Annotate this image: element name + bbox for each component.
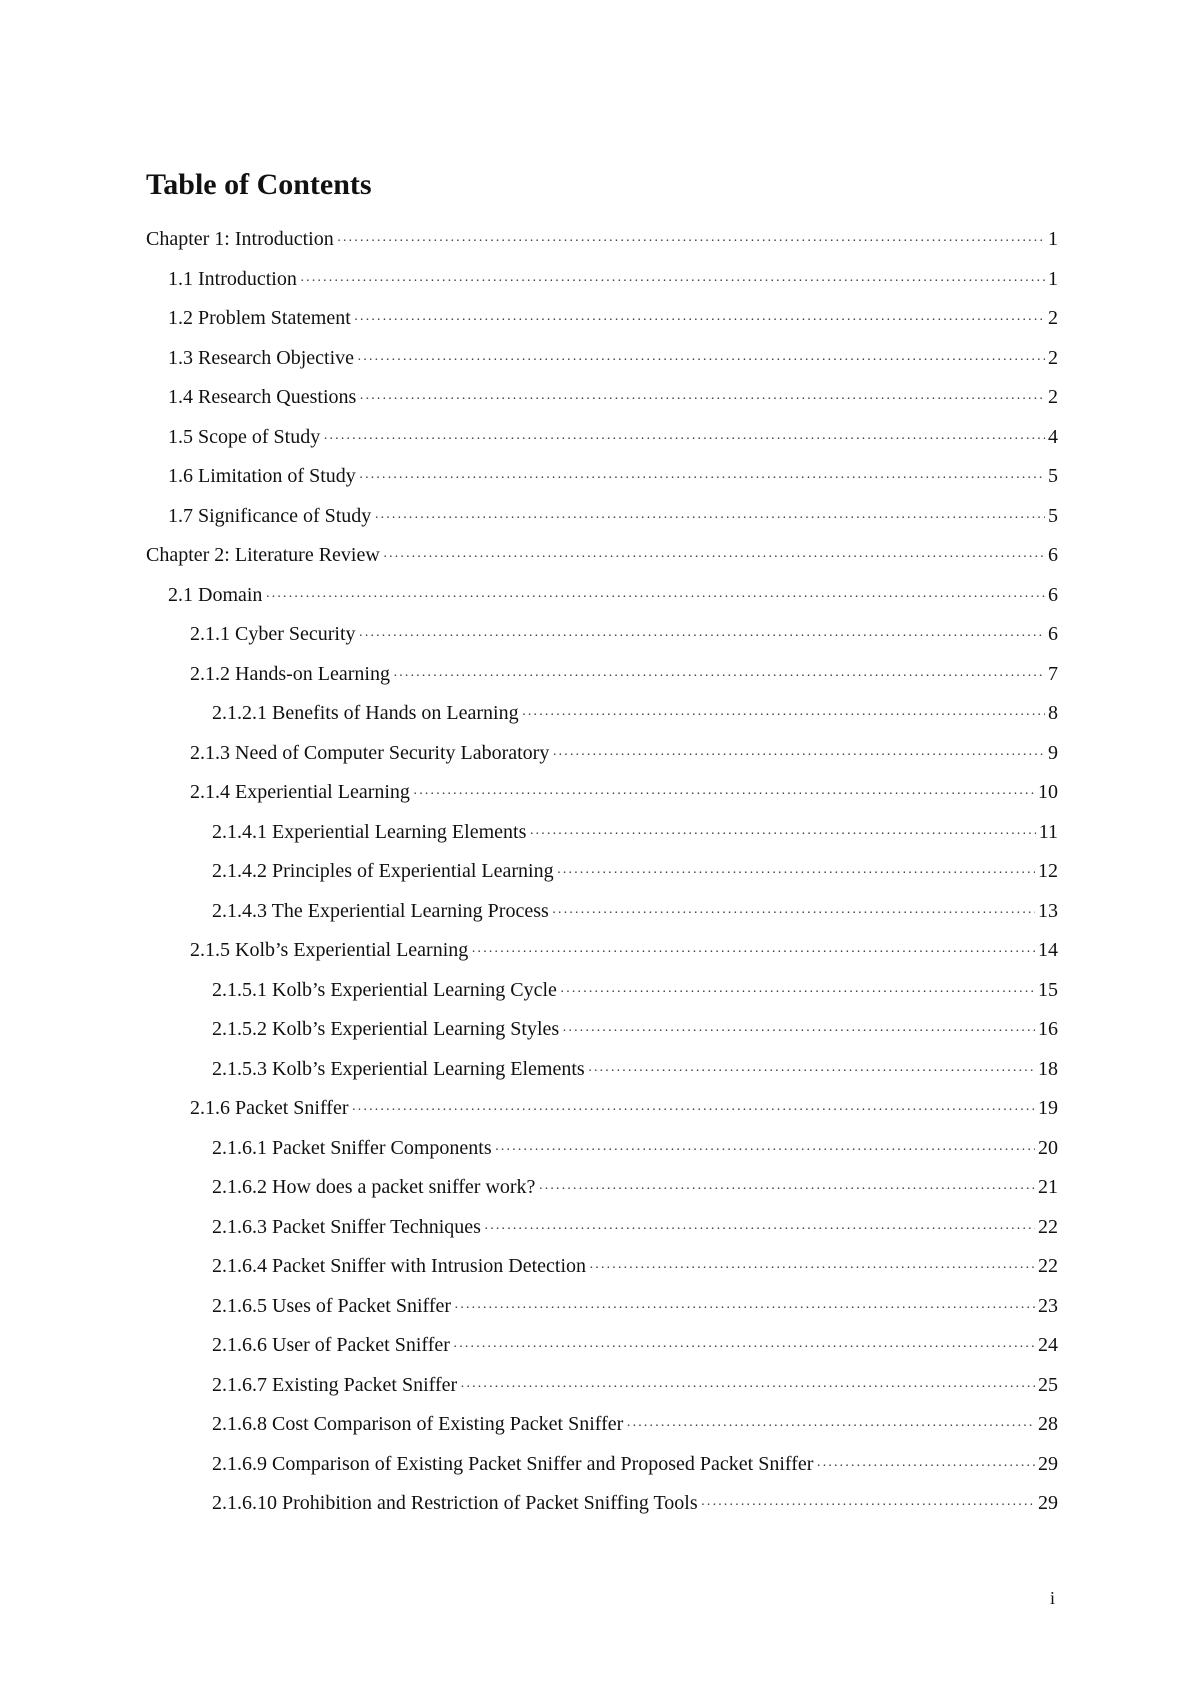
toc-entry-text: Chapter 1: Introduction [146,228,334,250]
toc-entry[interactable] [146,813,1058,853]
toc-entry[interactable] [146,1010,1058,1050]
toc-entry[interactable] [146,536,1058,576]
dot-leader [538,1170,1035,1210]
dot-leader [453,1328,1035,1368]
toc-entry-page: 2 [1048,307,1058,329]
toc-entry[interactable] [146,892,1058,932]
toc-entry-page: 10 [1038,781,1058,803]
toc-entry-text: 2.1.4.3 The Experiential Learning Process [212,899,549,922]
dot-leader [522,696,1045,736]
toc-entry-page: 6 [1048,583,1058,606]
dot-leader [359,617,1045,657]
toc-entry-page: 22 [1038,1215,1058,1238]
toc-entry-page: 5 [1048,465,1058,487]
toc-entry[interactable] [146,694,1058,734]
toc-entry-text: 2.1.5.2 Kolb’s Experiential Learning Styles [212,1018,560,1040]
toc-entry-page: 9 [1048,741,1058,764]
toc-entry-page: 24 [1038,1334,1058,1356]
toc-entry-text: 2.1.6.7 Existing Packet Sniffer [212,1373,458,1396]
dot-leader [816,1447,1035,1487]
dot-leader [374,499,1045,539]
dot-leader [354,301,1045,341]
toc-entry-text: 1.5 Scope of Study [168,425,321,448]
toc-entry[interactable] [146,1168,1058,1208]
toc-entry-page: 20 [1038,1136,1058,1159]
toc-entry-page: 12 [1038,860,1058,882]
toc-entry-page: 29 [1038,1452,1058,1475]
toc-entry-text: 1.2 Problem Statement [168,307,351,329]
toc-entry-page: 1 [1048,228,1058,250]
toc-entry[interactable] [146,1405,1058,1445]
toc-entry-page: 16 [1038,1018,1058,1040]
toc-entry[interactable] [146,655,1058,695]
toc-entry-text: 2.1.2.1 Benefits of Hands on Learning [212,702,519,724]
dot-leader [357,341,1045,381]
toc-entry-text: 2.1.3 Need of Computer Security Laboratory [190,741,550,764]
toc-entry-text: 2.1.6.9 Comparison of Existing Packet Sniffer and Proposed Packet Sniffer [212,1452,814,1475]
page-number: i [1050,1588,1056,1608]
toc-entry-text: 1.7 Significance of Study [168,504,372,527]
toc-entry[interactable] [146,1287,1058,1327]
toc-entry-page: 13 [1038,899,1058,922]
toc-entry[interactable] [146,497,1058,537]
toc-entry-text: 2.1.5 Kolb’s Experiential Learning [190,939,469,961]
toc-entry-page: 18 [1038,1057,1058,1080]
dot-leader [323,420,1045,460]
dot-leader [359,380,1045,420]
dot-leader [471,933,1035,973]
toc-entry-text: 1.3 Research Objective [168,346,355,369]
dot-leader [300,262,1045,302]
dot-leader [454,1289,1035,1329]
toc-entry[interactable] [146,1089,1058,1129]
toc-title: Table of Contents [146,168,372,201]
toc-entry-text: 2.1.6.4 Packet Sniffer with Intrusion Detection [212,1255,587,1277]
toc-entry[interactable] [146,1366,1058,1406]
dot-leader [359,459,1045,499]
toc-entry[interactable] [146,1208,1058,1248]
toc-entry[interactable] [146,1050,1058,1090]
toc-entry-text: 2.1.6.5 Uses of Packet Sniffer [212,1294,452,1317]
toc-entry[interactable] [146,1247,1058,1287]
toc-entry[interactable] [146,339,1058,379]
dot-leader [352,1091,1036,1131]
toc-entry-page: 28 [1038,1413,1058,1435]
dot-leader [701,1486,1035,1526]
toc-entry-text: 2.1.6.8 Cost Comparison of Existing Packet Sniffer [212,1413,624,1435]
toc-entry-page: 11 [1038,820,1058,843]
toc-entry[interactable] [146,1445,1058,1485]
toc-entry-page: 6 [1048,623,1058,645]
toc-entry-page: 5 [1048,504,1058,527]
toc-entry-page: 19 [1038,1097,1058,1119]
dot-leader [552,736,1045,776]
dot-leader [413,775,1035,815]
toc-entry[interactable] [146,734,1058,774]
toc-entry-text: 1.4 Research Questions [168,386,357,408]
toc-entry-text: Chapter 2: Literature Review [146,544,380,566]
toc-entry-page: 6 [1048,544,1058,566]
toc-entry[interactable] [146,615,1058,655]
toc-entry-text: 2.1.6.3 Packet Sniffer Techniques [212,1215,481,1238]
toc-entry-page: 2 [1048,386,1058,408]
dot-leader [626,1407,1035,1447]
toc-entry[interactable] [146,457,1058,497]
toc-entry[interactable] [146,852,1058,892]
dot-leader [588,1052,1035,1092]
dot-leader [589,1249,1035,1289]
dot-leader [460,1368,1035,1408]
toc-entry[interactable] [146,1484,1058,1524]
dot-leader [557,854,1035,894]
toc-entry-text: 2.1.5.3 Kolb’s Experiential Learning Elements [212,1057,585,1080]
toc-entry-text: 2.1.5.1 Kolb’s Experiential Learning Cycle [212,978,557,1001]
toc-entry-page: 8 [1048,702,1058,724]
toc-entry-page: 2 [1048,346,1058,369]
toc-entry-page: 23 [1038,1294,1058,1317]
toc-entry[interactable] [146,418,1058,458]
dot-leader [495,1131,1035,1171]
toc-entry-text: 2.1.6.1 Packet Sniffer Components [212,1136,492,1159]
dot-leader [560,973,1035,1013]
toc-entry[interactable] [146,971,1058,1011]
toc-entry-page: 21 [1038,1176,1058,1198]
toc-entry-text: 2.1.6.6 User of Packet Sniffer [212,1334,450,1356]
toc-entry-text: 1.6 Limitation of Study [168,465,356,487]
toc-entry-page: 7 [1048,662,1058,685]
toc-entry-text: 2.1.2 Hands-on Learning [190,662,390,685]
toc-entry-text: 2.1.4.1 Experiential Learning Elements [212,820,527,843]
toc-entry[interactable] [146,773,1058,813]
toc-entry-text: 2.1.6.2 How does a packet sniffer work? [212,1176,536,1198]
toc-entry-page: 22 [1038,1255,1058,1277]
toc-entry-page: 15 [1038,978,1058,1001]
toc-entry[interactable] [146,1326,1058,1366]
toc-entry-text: 1.1 Introduction [168,267,297,290]
toc-entry[interactable] [146,299,1058,339]
toc-entry-text: 2.1.4.2 Principles of Experiential Learning [212,860,554,882]
dot-leader [484,1210,1035,1250]
toc-entry[interactable] [146,220,1058,260]
toc-entry[interactable] [146,931,1058,971]
dot-leader [552,894,1035,934]
toc-entry[interactable] [146,576,1058,616]
toc-entry-page: 25 [1038,1373,1058,1396]
toc-list [146,220,1058,1524]
dot-leader [265,578,1045,618]
toc-entry-page: 1 [1048,267,1058,290]
toc-entry-text: 2.1.6.10 Prohibition and Restriction of Packet Sniffing Tools [212,1492,698,1514]
dot-leader [393,657,1045,697]
toc-entry[interactable] [146,378,1058,418]
toc-entry-page: 29 [1038,1492,1058,1514]
toc-entry-page: 4 [1048,425,1058,448]
dot-leader [383,538,1045,578]
toc-entry-text: 2.1 Domain [168,583,263,606]
dot-leader [529,815,1035,855]
toc-entry-text: 2.1.1 Cyber Security [190,623,356,645]
toc-entry-text: 2.1.6 Packet Sniffer [190,1097,349,1119]
toc-entry[interactable] [146,260,1058,300]
toc-entry-text: 2.1.4 Experiential Learning [190,781,410,803]
toc-entry[interactable] [146,1129,1058,1169]
toc-entry-page: 14 [1038,939,1058,961]
dot-leader [562,1012,1035,1052]
dot-leader [337,222,1045,262]
